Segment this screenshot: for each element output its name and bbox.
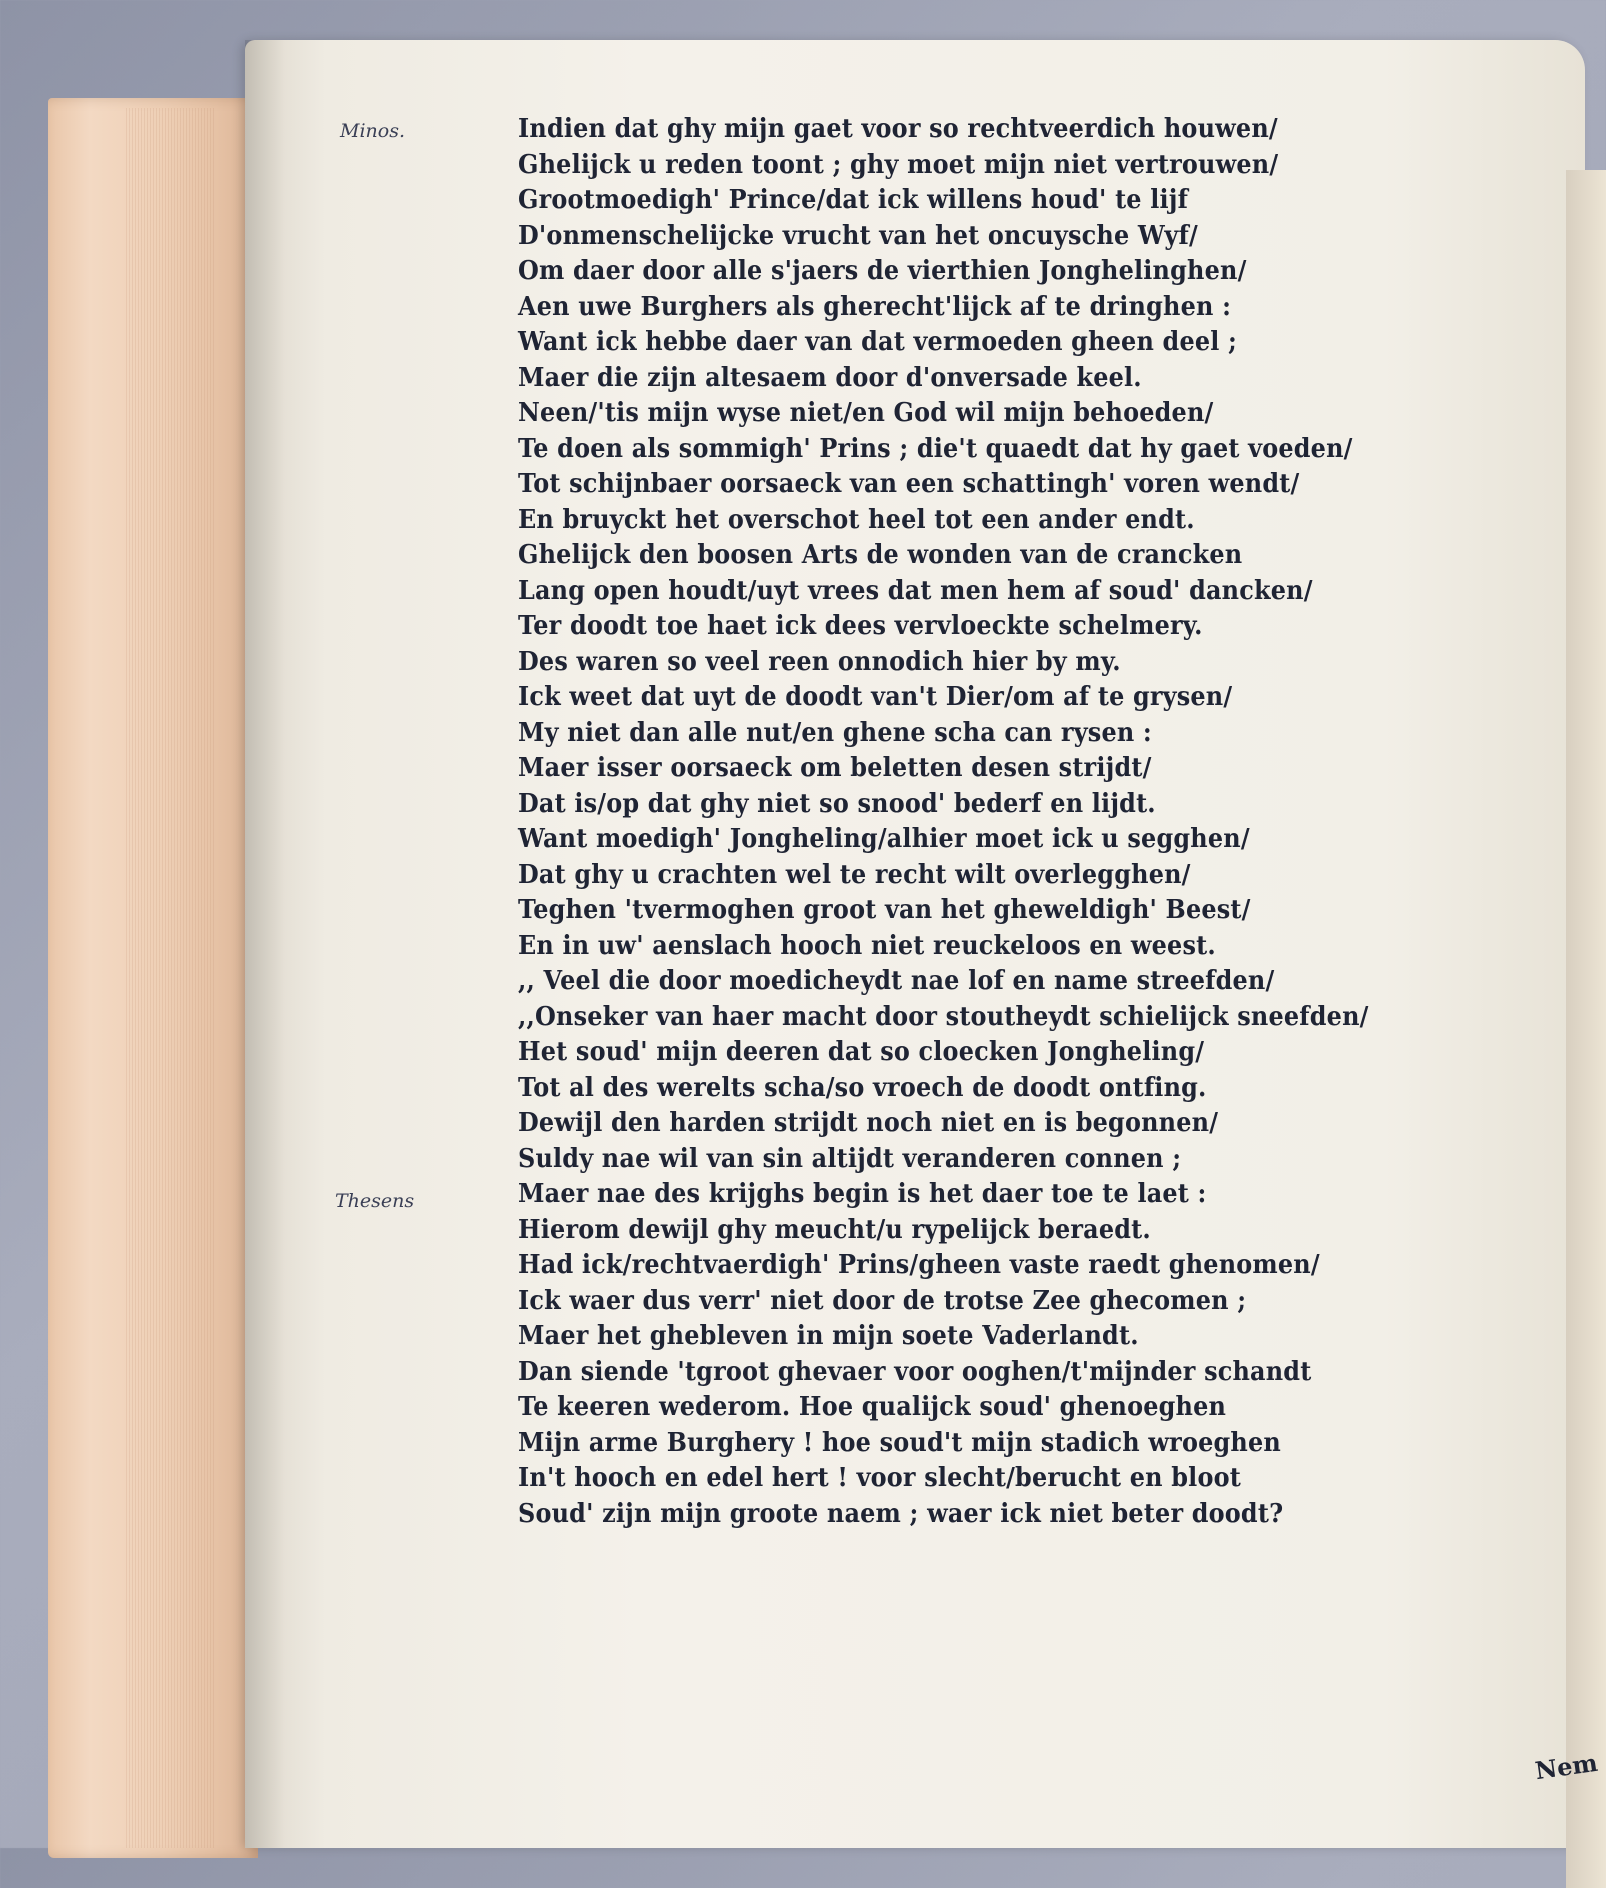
verse-line: Dat is/op dat ghy niet so snood' bederf en lijdt. xyxy=(518,788,1156,819)
verse-line: Dat ghy u crachten wel te recht wilt overlegghen/ xyxy=(518,859,1191,890)
verse-line: Soud' zijn mijn groote naem ; waer ick niet beter doodt? xyxy=(518,1498,1284,1529)
verse-line: Maer die zijn altesaem door d'onversade keel. xyxy=(518,362,1142,393)
verse-line: Mijn arme Burghery ! hoe soud't mijn stadich wroeghen xyxy=(518,1427,1281,1458)
verse-line: Neen/'tis mijn wyse niet/en God wil mijn behoeden/ xyxy=(518,398,1214,428)
verse-line: Suldy nae wil van sin altijdt veranderen connen ; xyxy=(518,1143,1182,1174)
verse-line: Ick weet dat uyt de doodt van't Dier/om af te grysen/ xyxy=(518,682,1233,712)
verse-line: Des waren so veel reen onnodich hier by my. xyxy=(518,646,1121,677)
verse-line: Ghelijck den boosen Arts de wonden van de crancken xyxy=(518,540,1243,570)
verse-line: Te doen als sommigh' Prins ; die't quaedt dat hy gaet voeden/ xyxy=(518,433,1353,464)
verse-line: Want ick hebbe daer van dat vermoeden gheen deel ; xyxy=(518,327,1238,357)
verse-line: En in uw' aenslach hooch niet reuckeloos en weest. xyxy=(518,930,1216,961)
verse-line: D'onmenschelijcke vrucht van het oncuysche Wyf/ xyxy=(518,220,1198,251)
verse-line: My niet dan alle nut/en ghene scha can rysen : xyxy=(518,717,1152,748)
verse-line: In't hooch en edel hert ! voor slecht/berucht en bloot xyxy=(518,1463,1241,1493)
verse-line: Grootmoedigh' Prince/dat ick willens houd' te lijf xyxy=(518,185,1189,215)
verse-text xyxy=(518,112,1518,1532)
verse-line: Tot al des werelts scha/so vroech de doodt ontfing. xyxy=(518,1072,1207,1103)
verse-line: Had ick/rechtvaerdigh' Prins/gheen vaste raedt ghenomen/ xyxy=(518,1250,1320,1280)
speaker-label-thesens: Thesens xyxy=(335,1190,415,1212)
verse-line: Maer het ghebleven in mijn soete Vaderlandt. xyxy=(518,1321,1139,1351)
speaker-label-minos: Minos. xyxy=(340,120,405,142)
verse-line: Om daer door alle s'jaers de vierthien Jonghelinghen/ xyxy=(518,256,1247,286)
verse-line: Te keeren wederom. Hoe qualijck soud' ghenoeghen xyxy=(518,1392,1227,1422)
verse-line: En bruyckt het overschot heel tot een ander endt. xyxy=(518,504,1195,535)
verse-line: Indien dat ghy mijn gaet voor so rechtveerdich houwen/ xyxy=(518,114,1278,144)
verse-line: ,,Onseker van haer macht door stoutheydt schielijck sneefden/ xyxy=(518,1001,1369,1032)
verse-line: Hierom dewijl ghy meucht/u rypelijck beraedt. xyxy=(518,1214,1151,1245)
verse-line: Ter doodt toe haet ick dees vervloeckte schelmery. xyxy=(518,611,1203,641)
verse-line: Teghen 'tvermoghen groot van het gheweldigh' Beest/ xyxy=(518,895,1251,925)
facing-page-edge xyxy=(1566,170,1606,1888)
verse-line: Want moedigh' Jongheling/alhier moet ick u segghen/ xyxy=(518,824,1250,854)
verse-line: Tot schijnbaer oorsaeck van een schattingh' voren wendt/ xyxy=(518,469,1300,499)
verse-line: Ghelijck u reden toont ; ghy moet mijn niet vertrouwen/ xyxy=(518,149,1279,180)
verse-line: ,, Veel die door moedicheydt nae lof en name streefden/ xyxy=(518,966,1275,996)
verse-line: Dewijl den harden strijdt noch niet en is begonnen/ xyxy=(518,1108,1219,1138)
verse-line: Aen uwe Burghers als gherecht'lijck af te dringhen : xyxy=(518,291,1232,322)
verse-line: Lang open houdt/uyt vrees dat men hem af soud' dancken/ xyxy=(518,575,1313,606)
verse-line: Ick waer dus verr' niet door de trotse Zee ghecomen ; xyxy=(518,1285,1247,1316)
verse-line: Het soud' mijn deeren dat so cloecken Jongheling/ xyxy=(518,1037,1205,1067)
verse-line: Maer nae des krijghs begin is het daer toe te laet : xyxy=(518,1179,1207,1209)
page-edges xyxy=(48,98,258,1858)
verse-line: Dan siende 'tgroot ghevaer voor ooghen/t'mijnder schandt xyxy=(518,1356,1312,1387)
verse-line: Maer isser oorsaeck om beletten desen strijdt/ xyxy=(518,753,1152,783)
catchword: Nem xyxy=(1533,1747,1600,1786)
